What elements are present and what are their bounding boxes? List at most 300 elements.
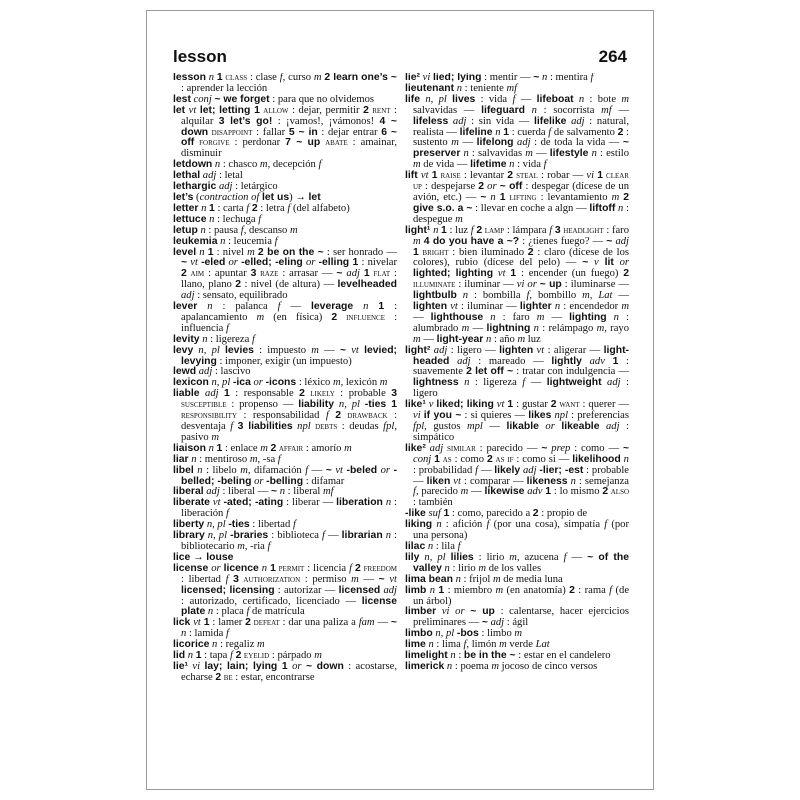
entry-text: : leucemia [228, 235, 275, 247]
entry-headword: license [173, 562, 209, 574]
entry-headword: leukemia [173, 235, 218, 247]
entry-headword: letdown [173, 159, 213, 171]
entry-text: or [377, 464, 394, 476]
entry-text: lightness [413, 377, 459, 389]
entry-text: responsibility [181, 410, 238, 422]
entry-text: : faro [603, 224, 629, 236]
entry-text: vt [187, 257, 202, 269]
dictionary-entry [173, 248, 397, 303]
entry-text: or [251, 475, 267, 487]
entry-text: (de un árbol) [413, 584, 629, 607]
entry-text: 1 [203, 617, 210, 629]
entry-text: : tapa [201, 650, 231, 662]
entry-text: : teniente [464, 82, 507, 94]
entry-text: adj [430, 344, 451, 356]
entry-text: levied; levying [181, 344, 397, 367]
entry-text: : responsabilidad [237, 410, 326, 422]
entry-text: : ligero — [450, 344, 500, 356]
entry-text: : comparar — [463, 475, 527, 487]
entry-text: lifestyle [549, 148, 589, 160]
entry-text: : semejanza [578, 475, 629, 487]
dictionary-entry [173, 389, 397, 444]
entry-text: n [620, 453, 629, 465]
entry-text: 2 learn one’s ~ [324, 73, 397, 83]
entry-text: : nivelar [358, 257, 397, 269]
entry-text: n [530, 322, 543, 334]
entry-text: m, [509, 551, 520, 563]
entry-text: light-year [436, 333, 484, 345]
entry-text: forgive [194, 137, 230, 149]
entry-text: influence [337, 311, 385, 323]
entry-text: : sensato, equilibrado [197, 290, 288, 302]
entry-text: 2 [331, 311, 338, 323]
entry-text: : influencia [181, 311, 397, 334]
entry-text: vi [420, 73, 433, 83]
entry-text: 3 [554, 224, 561, 236]
entry-text: lighter [519, 301, 552, 313]
entry-text: luz [525, 333, 541, 345]
entry-text: lifetime [470, 159, 507, 171]
entry-text: 1 [434, 453, 440, 465]
entry-text: n [188, 453, 200, 465]
entry-text: 1 [612, 355, 619, 367]
entry-text: conj [190, 93, 215, 105]
entry-text: m [344, 442, 352, 454]
entry-text: f [277, 301, 291, 313]
entry-text: 2 [602, 486, 609, 498]
entry-text: lifting [505, 191, 537, 203]
entry-text: f [604, 519, 608, 531]
entry-headword: level [173, 246, 197, 258]
entry-text: 3 [391, 388, 397, 400]
entry-text: f [274, 235, 278, 247]
entry-text: illuminate [413, 279, 456, 291]
entry-text: f [318, 159, 322, 171]
entry-text: : placa [215, 606, 247, 618]
entry-text: : encender (un fuego) [516, 268, 624, 280]
entry-text: : querer — [579, 399, 629, 411]
entry-headword: like¹ [405, 399, 426, 411]
entry-text: de matrícula [249, 606, 305, 618]
entry-text: 7 ~ up [285, 137, 321, 149]
entry-text: m [621, 93, 629, 105]
entry-text: lifeline [459, 126, 493, 138]
entry-text: rent [368, 104, 391, 116]
entry-text: — [551, 311, 570, 323]
entry-text: n, pl [204, 530, 231, 542]
entry-text: m [211, 431, 219, 443]
entry-text: : frijol [463, 573, 493, 585]
entry-text: n [444, 660, 455, 672]
entry-text: liberation [336, 497, 383, 509]
entry-headword: liberal [173, 486, 204, 498]
entry-text: 2 [478, 181, 485, 193]
entry-text: 2 give s.o. a ~ [413, 191, 629, 214]
entry-text: ~ [271, 486, 278, 498]
entry-text: likewise [484, 486, 525, 498]
entry-text: f [230, 650, 236, 662]
entry-text: f, [240, 224, 247, 236]
entry-text: similar [443, 442, 476, 454]
entry-text: : cuerda [509, 126, 549, 138]
entry-text: azucena [519, 551, 564, 563]
entry-text: : nivel (de altura) — [241, 279, 338, 291]
entry-text: 1 [441, 224, 447, 236]
entry-text: adj [612, 235, 629, 247]
dictionary-page [146, 10, 654, 790]
entry-text: : amainar, disminuir [181, 137, 397, 160]
entry-text: : párpado [269, 650, 315, 662]
entry-text: authorization [238, 573, 301, 585]
entry-text: -ica [232, 377, 251, 389]
entry-text: : letal [218, 170, 243, 182]
entry-text: mf [506, 82, 518, 94]
entry-text: : propio de [538, 508, 588, 520]
dictionary-entry [173, 531, 397, 553]
entry-text: liability [298, 399, 335, 411]
entry-text: m, [249, 453, 261, 465]
dictionary-entry [173, 73, 397, 95]
entry-text: : lirio [452, 562, 479, 574]
entry-text: n [456, 290, 474, 302]
entry-text: contraction of [199, 191, 262, 203]
entry-text: 1 [431, 170, 438, 182]
entry-text: (del alfabeto) [290, 202, 350, 214]
entry-text: : dar una paliza a [279, 617, 359, 629]
entry-text: -belling [266, 475, 304, 487]
entry-text: → [190, 551, 207, 563]
dictionary-entry [405, 171, 629, 226]
entry-text: leverage [311, 301, 354, 313]
entry-text: ~ up [470, 606, 495, 618]
entry-text: (en anatomía) [503, 584, 570, 596]
entry-text: m [491, 660, 500, 672]
entry-text: bright [418, 246, 449, 258]
entry-text: 1 [507, 399, 514, 411]
entry-text: : libelo [206, 464, 241, 476]
entry-text: mf [322, 486, 334, 498]
entry-text: fpl, [413, 421, 427, 432]
entry-text: : despejarse [421, 181, 479, 193]
entry-text: : como, parecido a [449, 508, 533, 520]
entry-text: 1 [545, 486, 552, 498]
entry-text: m [478, 562, 487, 574]
entry-text: -ated; -ating [223, 497, 284, 509]
entry-text: n [452, 573, 464, 585]
entry-text: f [277, 453, 281, 465]
entry-text: descanso [246, 224, 290, 236]
entry-text: -elled; -eling [241, 257, 303, 269]
entry-text: : tratar con indulgencia — [513, 366, 629, 378]
entry-text: : salvavidas [471, 148, 526, 160]
entry-text: -ties 1 [364, 399, 397, 411]
entry-text: m [289, 224, 298, 236]
entry-text: : iluminarse — [561, 279, 629, 291]
entry-text: : autorizado, certificado, licenciado — [181, 595, 362, 607]
entry-text: — [480, 464, 495, 476]
entry-text: n [432, 519, 446, 531]
entry-headword: -like [405, 508, 426, 520]
entry-text: f [512, 93, 521, 105]
entry-headword: limerick [405, 660, 445, 672]
entry-headword: letter [173, 202, 199, 214]
dictionary-entry [405, 662, 629, 673]
page-header [173, 45, 627, 69]
entry-text: 1 [207, 246, 214, 258]
entry-text: : permiso [300, 573, 352, 585]
entry-text: : si quieres — [461, 410, 529, 422]
entry-text: 3 liabilities [237, 421, 293, 432]
entry-text: difamación [250, 464, 306, 476]
entry-text: adj [181, 290, 198, 302]
entry-text: vt [346, 344, 365, 356]
entry-text: 1 [597, 170, 604, 182]
entry-text: vi [413, 410, 424, 422]
entry-text: n [205, 73, 217, 83]
entry-text: -lier; -est [539, 464, 584, 476]
entry-text: m, [237, 540, 248, 552]
entry-text: : biblioteca [268, 530, 323, 542]
entry-headword: liaison [173, 442, 206, 454]
entry-text: : [458, 650, 464, 662]
entry-text: vt [384, 573, 397, 585]
entry-text: de vida — [420, 159, 471, 171]
entry-text: vt [417, 170, 432, 182]
entry-text: 1 [209, 202, 215, 214]
entry-text: f [230, 421, 238, 432]
entry-text: -elling 1 [318, 257, 359, 269]
entry-text: f [475, 464, 481, 476]
entry-text: -ties [228, 519, 250, 531]
entry-text: : llevar en coche a algn — [472, 202, 590, 214]
entry-text: or [302, 257, 319, 269]
entry-text: 1 [413, 246, 419, 258]
entry-text: vt [493, 268, 511, 280]
entry-text: adj [520, 464, 540, 476]
entry-text: 1 [510, 268, 517, 280]
entry-text: or [287, 660, 306, 672]
entry-text: : también [413, 497, 453, 509]
entry-text: let us [261, 191, 290, 203]
entry-text: : liberar — [283, 497, 337, 509]
entry-text: prep [547, 442, 575, 454]
entry-text: 2 [235, 650, 242, 662]
entry-text: (por una persona) [413, 519, 629, 542]
entry-text: 3 let’s go! [218, 115, 273, 127]
entry-text: 2 [486, 453, 493, 465]
entry-text: lifeguard [481, 104, 525, 116]
entry-text: : liberal [287, 486, 323, 498]
entry-text: : apuntar [204, 268, 251, 280]
entry-headword: letup [173, 224, 198, 236]
entry-text: -beled [346, 464, 378, 476]
entry-text: 2 [617, 126, 624, 138]
entry-text: susceptible [181, 399, 227, 411]
entry-headword: lethargic [173, 181, 217, 193]
entry-text: 2 [363, 104, 369, 116]
entry-text: n [483, 311, 503, 323]
entry-text: n [567, 475, 579, 487]
entry-text: m [536, 311, 552, 323]
entry-text: light-headed [413, 344, 629, 367]
entry-text: : probable [334, 388, 392, 400]
entry-headword: lest [173, 93, 191, 105]
entry-text: — [462, 137, 477, 149]
entry-text: adj [199, 388, 225, 400]
entry-headword: lewd [173, 366, 197, 378]
entry-text: ~ [181, 257, 188, 269]
entry-text: — [571, 551, 588, 563]
entry-text: abate [320, 137, 348, 149]
entry-text: f [246, 202, 252, 214]
entry-text: m [499, 639, 507, 651]
entry-text: ~ we forget [214, 93, 270, 105]
entry-text: : lo mismo [551, 486, 603, 498]
entry-headword: lieutenant [405, 82, 455, 94]
entry-text: vt [331, 464, 347, 476]
entry-text: f [225, 573, 234, 585]
entry-text: n, pl [193, 344, 226, 356]
entry-text: f [258, 213, 262, 225]
entry-text: : ligereza [210, 333, 252, 345]
entry-text: 1 [438, 584, 445, 596]
entry-text: : despegue [413, 202, 629, 225]
entry-headword: liable [173, 388, 200, 400]
entry-text: n, pl [419, 551, 451, 563]
entry-text: npl [292, 421, 311, 432]
entry-headword: lima bean [405, 573, 453, 585]
entry-text: m [313, 73, 325, 83]
entry-text: m [257, 639, 265, 651]
entry-text: ) → [289, 191, 309, 203]
entry-text: : ligereza [474, 377, 523, 389]
entry-text: pasivo [181, 431, 212, 443]
entry-text: 4 ~ down [181, 115, 397, 138]
entry-text: ~ of the valley [413, 551, 629, 574]
entry-text: f, [279, 73, 286, 83]
entry-text: : miembro [444, 584, 496, 596]
entry-headword: lily [405, 551, 420, 563]
entry-text: : como si — [513, 453, 573, 465]
entry-text: 2 [181, 268, 187, 280]
entry-text: n [382, 497, 395, 509]
entry-text: lighten [499, 344, 534, 356]
entry-text: : ser honrado — [323, 246, 397, 258]
entry-text: 6 ~ off [181, 126, 397, 149]
entry-text: n [492, 126, 504, 138]
entry-text: : despegar (dícese de un avión, etc.) — [413, 181, 629, 203]
entry-text: class [222, 73, 248, 83]
entry-text: n [483, 333, 494, 345]
entry-text: : lamida [188, 628, 227, 640]
entry-text: -icons [265, 377, 297, 389]
entry-text: or [208, 562, 224, 574]
entry-text: fam [358, 617, 378, 629]
entry-text: : responsable [229, 388, 300, 400]
dictionary-entry [173, 564, 397, 619]
entry-text: : relámpago [542, 322, 597, 334]
entry-text: n [425, 639, 437, 651]
dictionary-entry [405, 586, 629, 608]
entry-text: lighted; lighting [413, 268, 494, 280]
entry-text: salvavidas — [413, 104, 482, 116]
dictionary-entry [405, 444, 629, 509]
entry-text: headlight [560, 224, 604, 236]
entry-text: ~ [480, 191, 487, 203]
entry-text: m, [332, 377, 344, 389]
entry-text: vt [493, 399, 508, 411]
entry-text: m [460, 486, 472, 498]
entry-text: m, [259, 159, 271, 171]
entry-text: suf [425, 508, 444, 520]
entry-text: n [353, 301, 379, 313]
entry-text: or [613, 257, 629, 269]
entry-text: drawback [341, 410, 388, 422]
entry-text: — [377, 617, 391, 629]
entry-text: n [524, 104, 544, 116]
entry-text: 2 [245, 617, 251, 629]
entry-text: f [349, 562, 355, 574]
entry-text: — [530, 377, 547, 389]
entry-text: mf [601, 104, 619, 116]
entry-text: adj [513, 137, 535, 149]
entry-text: 2 [507, 170, 514, 182]
entry-text: : propenso — [226, 399, 299, 411]
entry-text: f [486, 519, 490, 531]
entry-text: m [611, 191, 624, 203]
entry-text: : preferencias [571, 410, 629, 422]
entry-text: : libertad [249, 519, 293, 531]
entry-text: ~ down [305, 660, 344, 672]
page-number: 264 [598, 47, 627, 66]
entry-text: m [455, 213, 463, 225]
entry-text: : regaliz [219, 639, 258, 651]
entry-text: lightning [486, 322, 531, 334]
entry-text: npl [551, 410, 572, 422]
entry-text: as [439, 453, 452, 465]
entry-text: n [615, 202, 627, 214]
entry-text: v [425, 399, 437, 411]
entry-text: gustos [426, 421, 467, 432]
entry-headword: limber [405, 606, 437, 618]
entry-text: n, pl [432, 628, 457, 640]
entry-headword: limbo [405, 628, 433, 640]
entry-text: n [205, 606, 216, 618]
entry-text: 2 [215, 671, 222, 683]
entry-text: debts [310, 421, 338, 432]
entry-text: : imponer, exigir (un impuesto) [216, 355, 352, 367]
entry-headword: levity [173, 333, 200, 345]
dictionary-entry [405, 226, 629, 346]
entry-text: permit [275, 562, 305, 574]
entry-text: : impuesto [253, 344, 312, 356]
entry-text: n [185, 650, 196, 662]
entry-text: : letra [257, 202, 288, 214]
entry-text: : para que no olvidemos [269, 93, 375, 105]
entry-headword: licorice [173, 639, 210, 651]
entry-text: n [460, 148, 472, 160]
entry-text: levies [225, 344, 254, 356]
entry-text: : estar, encontrarse [232, 671, 315, 683]
entry-text: : vida [517, 159, 544, 171]
entry-text: 2 [623, 268, 629, 280]
entry-text: m [311, 344, 325, 356]
entry-text: adj [449, 355, 479, 367]
entry-text: adj [196, 366, 215, 378]
entry-text: n [205, 442, 217, 454]
entry-headword: lift [405, 170, 418, 182]
entry-text: — [520, 93, 537, 105]
